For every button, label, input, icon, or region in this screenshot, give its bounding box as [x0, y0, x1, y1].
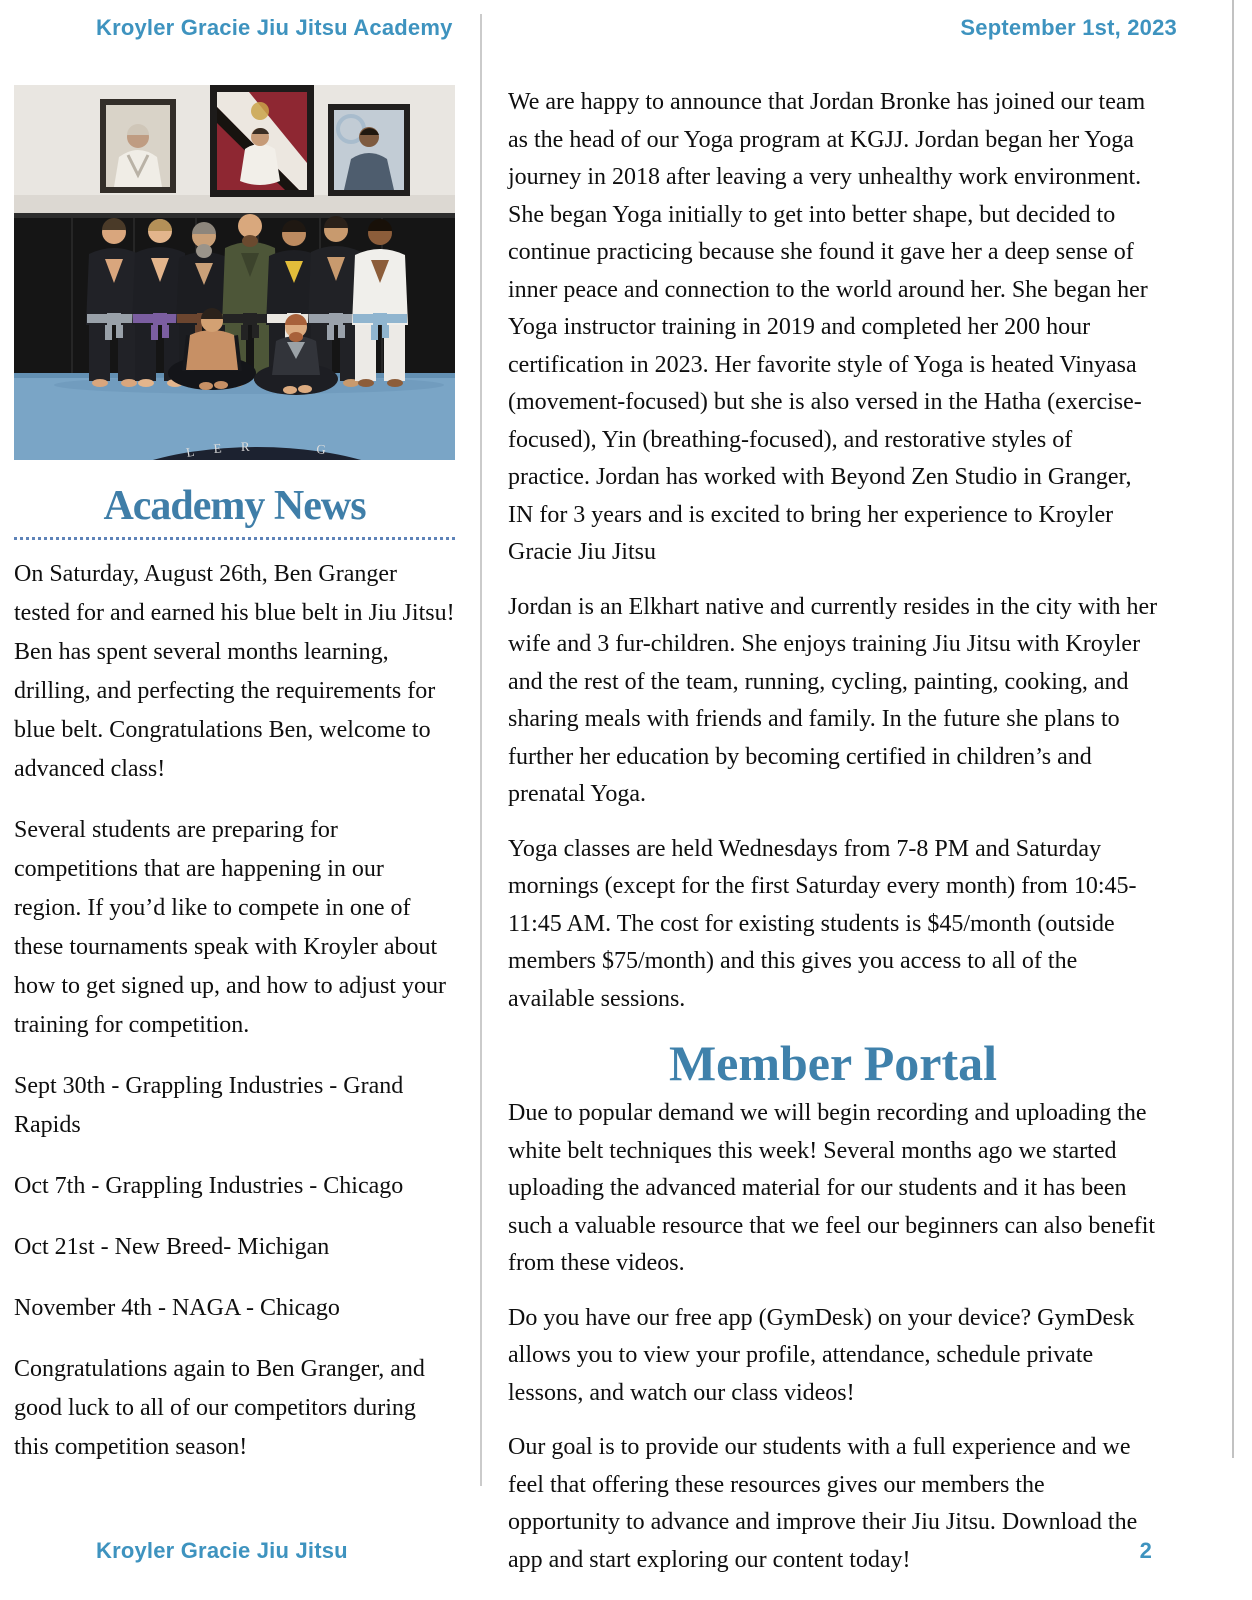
right-column — [508, 84, 1158, 1596]
competition-date-item: Sept 30th - Grappling Industries - Grand Rapids — [14, 1073, 404, 1138]
competition-date-item: Oct 21st - New Breed- Michigan — [14, 1234, 330, 1260]
yoga-announcement-paragraph: We are happy to announce that Jordan Bronke has joined our team as the head of our Yoga program at KGJJ. Jordan began her Yoga journey in 2018 after leaving a very unhealthy work environment. She began Yoga initially to get into better shape, but decided to continue practicing because she found it gave her a deep sense of inner peace and connection to the world around her. She began her Yoga instructor training in 2019 and completed her 200 hour certification in 2023. Her favorite style of Yoga is heated Vinyasa (movement-focused) but she is also versed in the Hatha (exercise-focused), Yin (breathing-focused), and restorative styles of practice. Jordan has worked with Beyond Zen Studio in Granger, IN for 3 years and is excited to bring her experience to Kroyler Gracie Jiu Jitsu — [508, 89, 1148, 565]
footer-page-number: 2 — [1139, 1538, 1152, 1563]
academy-news-heading: Academy News — [103, 483, 366, 529]
news-paragraph: Congratulations again to Ben Granger, and good luck to all of our competitors during this competition season! — [14, 1356, 425, 1460]
footer-academy-name: Kroyler Gracie Jiu Jitsu — [96, 1538, 348, 1563]
framed-portrait-center — [210, 85, 314, 197]
svg-text:G: G — [315, 441, 327, 457]
jordan-bio-paragraph: Jordan is an Elkhart native and currently resides in the city with her wife and 3 fur-children. She enjoys training Jiu Jitsu with Kroyler and the rest of the team, running, cycling, painting, cooking, and sharing meals with friends and family. In the future she plans to further her education by becoming certified in children’s and prenatal Yoga. — [508, 593, 1158, 807]
framed-portrait-left — [100, 99, 176, 193]
news-paragraph: On Saturday, August 26th, Ben Granger tested for and earned his blue belt in Jiu Jitsu! Ben has spent several months learning, drilling, and perfecting the requirements for blue belt. Congratulations Ben, welcome to advanced class! — [14, 561, 455, 782]
yoga-schedule-paragraph: Yoga classes are held Wednesdays from 7-8 PM and Saturday mornings (except for the first Saturday every month) from 10:45-11:45 AM. The cost for existing students is $45/month (outside members $75/month) and this gives you access to all of the available sessions. — [508, 835, 1137, 1012]
competition-date-item: November 4th - NAGA - Chicago — [14, 1295, 340, 1321]
header-date: September 1st, 2023 — [960, 15, 1177, 40]
member-portal-heading: Member Portal — [668, 1035, 998, 1091]
portal-paragraph: Our goal is to provide our students with a full experience and we feel that offering these resources gives our members the opportunity to advance and improve their Jiu Jitsu. Download the app and start exploring our content today! — [508, 1434, 1138, 1573]
competition-date-item: Oct 7th - Grappling Industries - Chicago — [14, 1173, 404, 1199]
right-margin-line — [1232, 0, 1234, 1458]
header-academy-name: Kroyler Gracie Jiu Jitsu Academy — [96, 15, 453, 40]
framed-portrait-right — [328, 104, 410, 196]
dotted-separator — [14, 537, 455, 540]
news-paragraph: Several students are preparing for competitions that are happening in our region. If you’d like to compete in one of these tournaments speak with Kroyler about how to get signed up, and how to adjust your training for competition. — [14, 817, 446, 1038]
portal-paragraph: Do you have our free app (GymDesk) on your device? GymDesk allows you to view your profile, attendance, schedule private lessons, and watch our class videos! — [508, 1304, 1135, 1406]
svg-text:R: R — [240, 438, 250, 454]
group-photo — [14, 85, 455, 460]
column-divider-line — [480, 14, 482, 1486]
portal-paragraph: Due to popular demand we will begin recording and uploading the white belt techniques this week! Several months ago we started uploading the advanced material for our students and it has been such a valuable resource that we feel our beginners can also benefit from these videos. — [508, 1100, 1156, 1276]
svg-text:E: E — [212, 440, 223, 456]
left-column — [14, 85, 455, 1467]
svg-text:L: L — [184, 443, 196, 460]
